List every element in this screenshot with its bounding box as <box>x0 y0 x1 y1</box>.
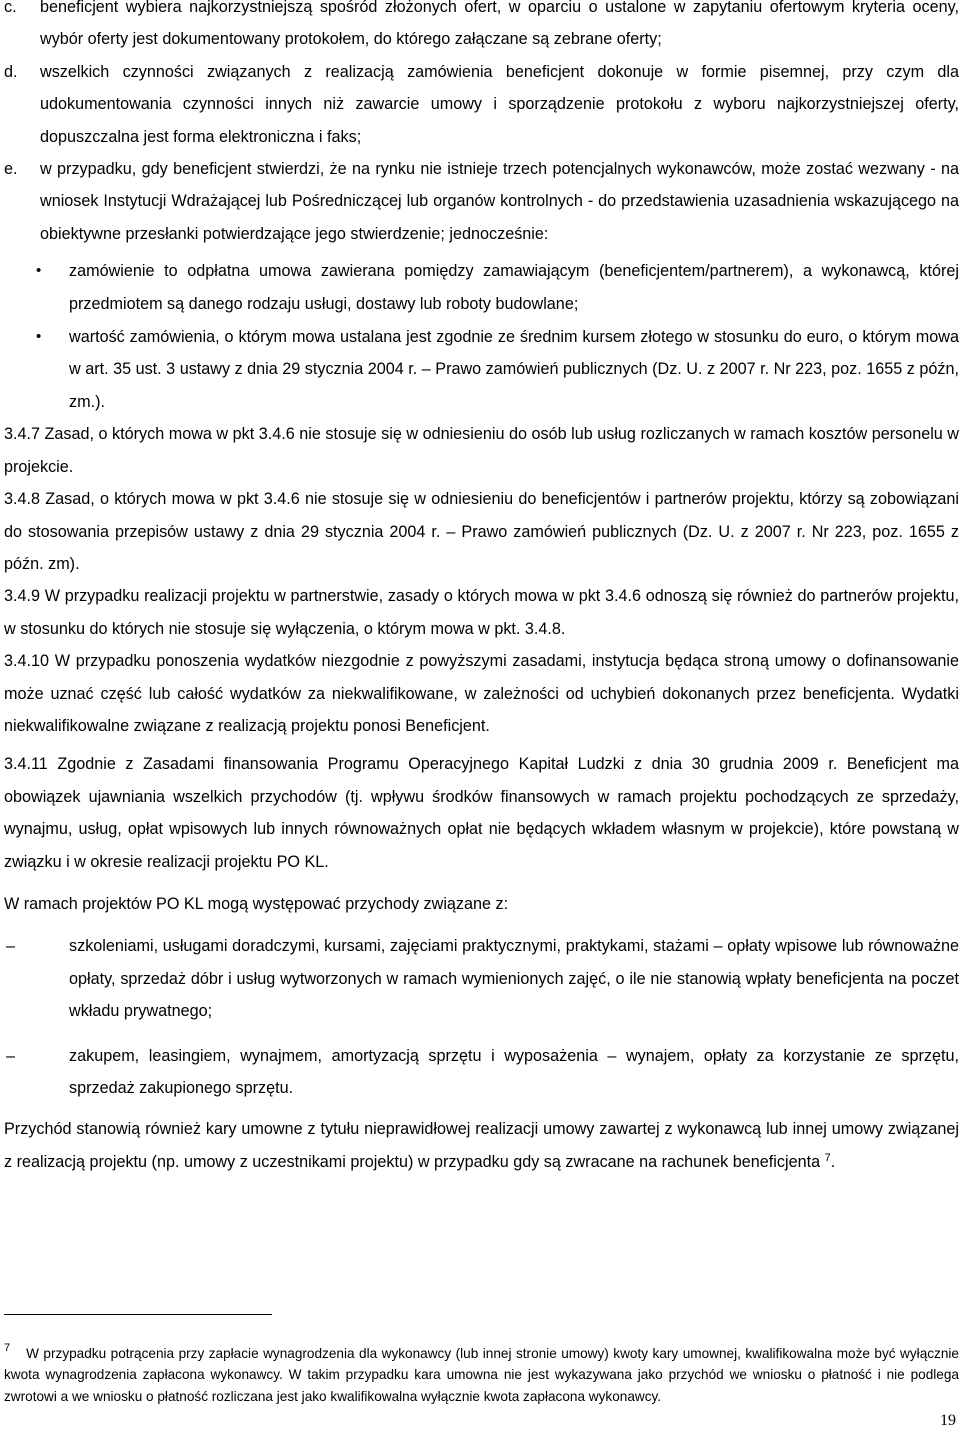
bullet-icon: • <box>36 262 42 280</box>
page-number: 19 <box>940 1412 956 1429</box>
list-letter-c: c. <box>4 0 17 16</box>
list-item-c <box>0 0 959 56</box>
list-item-d <box>0 56 959 153</box>
dash-item <box>0 930 959 1027</box>
list-letter-d: d. <box>4 62 18 81</box>
penalty-end: . <box>830 1152 836 1171</box>
section-3-4-7: 3.4.7 Zasad, o których mowa w pkt 3.4.6 nie stosuje się w odniesieniu do osób lub usług rozliczanych w ramach kosztów personelu w projekcie. <box>4 425 959 476</box>
income-intro: W ramach projektów PO KL mogą występować przychody związane z: <box>4 894 509 913</box>
section-3-4-10: 3.4.10 W przypadku ponoszenia wydatków niezgodnie z powyższymi zasadami, instytucja będąca stroną umowy o dofinansowanie może uznać część lub całość wydatków za niekwalifikowane, w zależności od uchybień dokonanych przez beneficjenta. Wydatki niekwalifikowalne związane z realizacją projektu ponosi Beneficjent. <box>4 652 959 735</box>
footnote-reference[interactable]: 7 <box>824 1151 831 1164</box>
dash-text: zakupem, leasingiem, wynajmem, amortyzacją sprzętu i wyposażenia – wynajem, opłaty za korzystanie ze sprzętu, sprzedaż zakupionego sprzętu. <box>69 1046 959 1097</box>
footnote-mark: 7 <box>4 1342 11 1354</box>
list-text-e: w przypadku, gdy beneficjent stwierdzi, że na rynku nie istnieje trzech potencjalnych wykonawców, może zostać wezwany - na wniosek Instytucji Wdrażającej lub Pośredniczącej lub organów kontrolnych - do przedstawienia uzasadnienia wskazującego na obiektywne przesłanki potwierdzające jego stwierdzenie; jednocześnie: <box>40 160 959 243</box>
penalty-paragraph <box>0 1113 959 1178</box>
footnote-text: W przypadku potrącenia przy zapłacie wynagrodzenia dla wykonawcy (lub innej stronie umowy) kwoty kary umownej, kwalifikowalna może być wyłącznie kwota wynagrodzenia zapłacona wykonawcy. W takim przypadku kara umowna nie jest wykazywana jako przychód we wniosku o płatność i nie podlega zwrotowi a we wniosku o płatność rozliczana jest jako kwalifikowalna wyłącznie kwota zapłacona wykonawcy. <box>4 1346 959 1404</box>
dash-icon: – <box>6 937 16 956</box>
list-item-e <box>0 153 959 250</box>
section-3-4-9: 3.4.9 W przypadku realizacji projektu w partnerstwie, zasady o których mowa w pkt 3.4.6 odnoszą się również do partnerów projektu, w stosunku do których nie stosuje się wyłączenia, o którym mowa w pkt. 3.4.8. <box>4 587 959 638</box>
bullet-icon: • <box>36 328 42 346</box>
penalty-text: Przychód stanowią również kary umowne z tytułu nieprawidłowej realizacji umowy zawartej z wykonawcą lub innej umowy związanej z realizacją projektu (np. umowy z uczestnikami projektu) w przypadku gdy są zwracane na rachunek beneficjenta <box>4 1120 959 1171</box>
bullet-item <box>0 321 959 418</box>
dash-icon: – <box>6 1046 16 1065</box>
list-text-d: wszelkich czynności związanych z realizacją zamówienia beneficjent dokonuje w formie pisemnej, przy czym dla udokumentowania czynności innych niż zawarcie umowy i sporządzenie protokołu z wyboru najkorzystniejszej oferty, dopuszczalna jest forma elektroniczna i faks; <box>40 62 959 146</box>
footnote <box>4 1338 959 1407</box>
section-3-4-11: 3.4.11 Zgodnie z Zasadami finansowania Programu Operacyjnego Kapitał Ludzki z dnia 30 grudnia 2009 r. Beneficjent ma obowiązek ujawniania wszelkich przychodów (tj. wpływu środków finansowych w ramach projektu pochodzących ze sprzedaży, wynajmu, usług, opłat wpisowych lub innych równoważnych opłat nie będących wkładem własnym w projekcie), które powstaną w związku i w okresie realizacji projektu PO KL. <box>4 755 959 871</box>
bullet-text: wartość zamówienia, o którym mowa ustalana jest zgodnie ze średnim kursem złotego w stosunku do euro, o którym mowa w art. 35 ust. 3 ustawy z dnia 29 stycznia 2004 r. – Prawo zamówień publicznych (Dz. U. z 2007 r. Nr 223, poz. 1655 z późn, zm.). <box>69 328 959 411</box>
list-letter-e: e. <box>4 160 18 179</box>
section-3-4-8: 3.4.8 Zasad, o których mowa w pkt 3.4.6 nie stosuje się w odniesieniu do beneficjentów i partnerów projektu, którzy są zobowiązani do stosowania przepisów ustawy z dnia 29 stycznia 2004 r. – Prawo zamówień publicznych (Dz. U. z 2007 r. Nr 223, poz. 1655 z późn. zm). <box>4 490 959 573</box>
bullet-text: zamówienie to odpłatna umowa zawierana pomiędzy zamawiającym (beneficjentem/partnerem), a wykonawcą, której przedmiotem są danego rodzaju usługi, dostawy lub roboty budowlane; <box>69 262 959 313</box>
bullet-item <box>0 255 959 320</box>
list-text-c: beneficjent wybiera najkorzystniejszą spośród złożonych ofert, w oparciu o ustalone w zapytaniu ofertowym kryteria oceny, wybór oferty jest dokumentowany protokołem, do którego załączane są zebrane oferty; <box>40 0 959 49</box>
footnote-divider <box>4 1314 272 1315</box>
dash-text: szkoleniami, usługami doradczymi, kursami, zajęciami praktycznymi, praktykami, stażami – opłaty wpisowe lub równoważne opłaty, sprzedaż dóbr i usług wytworzonych w ramach wymienionych zajęć, o ile nie stanowią wpłaty beneficjenta na poczet wkładu prywatnego; <box>69 937 959 1021</box>
dash-item <box>0 1040 959 1105</box>
